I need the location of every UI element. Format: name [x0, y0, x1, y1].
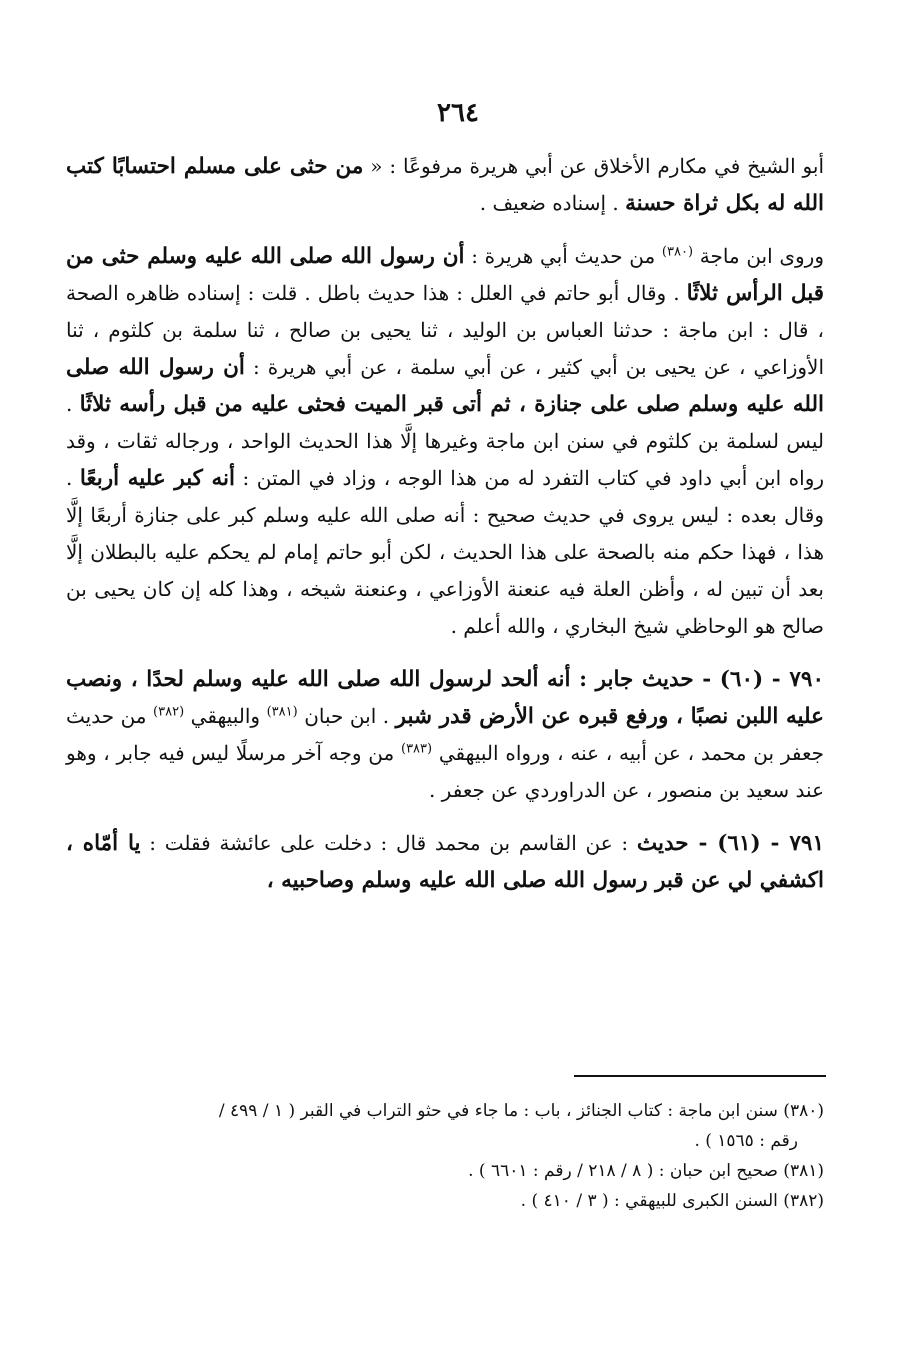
footnote-382: (٣٨٢) السنن الكبرى للبيهقي : ( ٣ / ٤١٠ ) . [520, 1191, 824, 1211]
footnotes [66, 1096, 824, 1216]
main-text [66, 148, 824, 899]
footnote-380: (٣٨٠) سنن ابن ماجة : كتاب الجنائز ، باب : ما جاء في حثو التراب في القبر ( ١ / ٤٩٩ / [218, 1101, 824, 1121]
paragraph-hadith-791 [66, 825, 824, 899]
text-run: : عن القاسم بن محمد قال : دخلت على عائشة فقلت : [140, 831, 637, 855]
text-run: والبيهقي [184, 704, 267, 728]
text-run: . ليس لسلمة بن كلثوم في سنن ابن ماجة وغيرها إلَّا هذا الحديث الواحد ، ورجاله ثقات ، وقد رواه ابن أبي داود في كتاب التفرد له من هذا الوجه ، وزاد في المتن : [66, 392, 825, 490]
text-run: من حديث أبي هريرة : [464, 244, 662, 268]
hadith-quote: أن رسول الله صلى الله عليه وسلم حثى من قبل الرأس ثلاثًا [66, 244, 824, 306]
text-run: . وقال بعده : ليس يروى في حديث صحيح : أنه صلى الله عليه وسلم كبر على جنازة أربعًا إلَّا هذا ، فهذا حكم منه بالصحة على هذا الحديث ، لكن أبو حاتم إمام لم يحكم عليه بالبطلان إلَّا بعد أن تبين له ، وأظن العلة فيه عنعنة الأوزاعي ، وعنعنة شيخه ، وهذا كله إن كان يحيى بن صالح هو الوحاظي شيخ البخاري ، والله أعلم . [66, 466, 825, 638]
footnote-ref-383: (٣٨٣) [400, 741, 433, 757]
page-number: ٢٦٤ [437, 98, 479, 128]
footnote-380-continuation: رقم : ١٥٦٥ ) . [694, 1131, 798, 1151]
text-run: من وجه آخر مرسلًا ليس فيه جابر ، وهو عند سعيد بن منصور ، عن الدراوردي عن جعفر . [66, 741, 824, 802]
hadith-quote: من حثى على مسلم احتسابًا كتب الله له بكل ثراة حسنة [66, 154, 824, 216]
hadith-quote: أن رسول الله صلى الله عليه وسلم صلى على جنازة ، ثم أتى قبر الميت فحثى عليه من قبل رأسه ثلاثًا [66, 355, 825, 417]
footnote-separator [574, 1075, 826, 1077]
hadith-heading-791: ٧٩١ - (٦١) - حديث [636, 831, 824, 856]
paragraph-ibn-majah [66, 238, 824, 645]
hadith-quote: يا أمّاه ، اكشفي لي عن قبر رسول الله صلى الله عليه وسلم وصاحبيه ، [66, 831, 824, 893]
text-run: . وقال أبو حاتم في العلل : هذا حديث باطل . قلت : إسناده ظاهره الصحة ، قال : ابن ماجة : حدثنا العباس بن الوليد ، ثنا يحيى بن صالح ، ثنا سلمة بن كلثوم ، ثنا الأوزاعي ، عن يحيى بن أبي كثير ، عن أبي سلمة ، عن أبي هريرة : [66, 281, 824, 379]
text-run: وروى ابن ماجة [693, 244, 824, 268]
paragraph-abu-shaykh [66, 148, 824, 222]
text-run: . إسناده ضعيف . [479, 191, 626, 215]
text-run: من حديث جعفر بن محمد ، عن أبيه ، عنه ، ورواه البيهقي [66, 704, 824, 765]
text-run: أبو الشيخ في مكارم الأخلاق عن أبي هريرة مرفوعًا : « [363, 154, 824, 178]
footnote-ref-381: (٣٨١) [266, 704, 298, 720]
hadith-heading-790: ٧٩٠ - (٦٠) - حديث جابر : أنه ألحد لرسول الله صلى الله عليه وسلم لحدًا ، ونصب عليه اللبن نصبًا ، ورفع قبره عن الأرض قدر شبر [66, 667, 824, 729]
text-run: . ابن حبان [297, 704, 396, 728]
hadith-quote: أنه كبر عليه أربعًا [79, 466, 236, 491]
footnote-ref-382: (٣٨٢) [153, 704, 185, 720]
footnote-381: (٣٨١) صحيح ابن حبان : ( ٨ / ٢١٨ / رقم : ٦٦٠١ ) . [468, 1161, 824, 1181]
paragraph-hadith-790 [66, 661, 824, 809]
footnote-ref-380: (٣٨٠) [661, 244, 694, 260]
